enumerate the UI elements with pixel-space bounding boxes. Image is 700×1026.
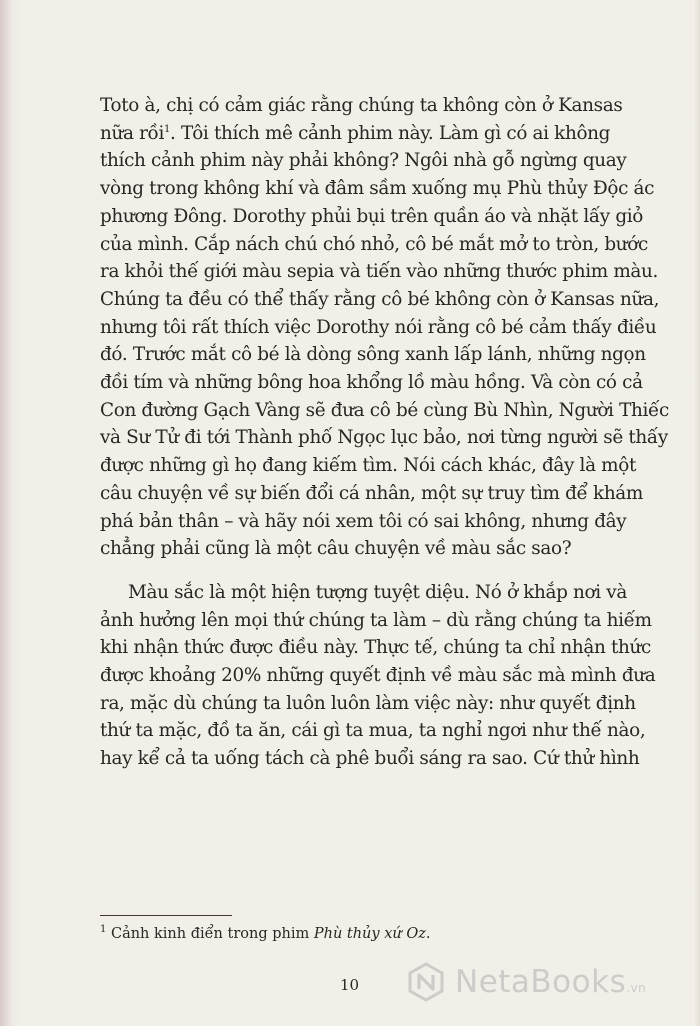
- text-line: Toto à, chị có cảm giác rằng chúng ta không còn ở Kansas: [100, 95, 623, 116]
- text-line: được những gì họ đang kiếm tìm. Nói cách khác, đây là một: [100, 455, 637, 477]
- footnote-text: Cảnh kinh điển trong phim: [106, 926, 314, 942]
- paragraph-2: [100, 579, 656, 773]
- text-line: Chúng ta đều có thể thấy rằng cô bé không còn ở Kansas nữa,: [100, 288, 660, 310]
- text-line: chẳng phải cũng là một câu chuyện về màu sắc sao?: [100, 538, 572, 560]
- text-line: Màu sắc là một hiện tượng tuyệt diệu. Nó ở khắp nơi và: [128, 581, 627, 603]
- footnote: [100, 926, 430, 942]
- watermark-name: NetaBooks: [455, 964, 627, 1000]
- watermark: [405, 961, 646, 1003]
- watermark-text: [455, 964, 646, 1000]
- text-line: câu chuyện về sự biến đổi cá nhân, một sự truy tìm để khám: [100, 482, 644, 504]
- paragraph-1: [100, 92, 669, 563]
- page-outer-edge: [694, 0, 700, 1026]
- text-line: đó. Trước mắt cô bé là dòng sông xanh lấp lánh, những ngọn: [100, 344, 646, 366]
- watermark-domain: .vn: [626, 981, 647, 995]
- text-line: vòng trong không khí và đâm sầm xuống mụ Phù thủy Độc ác: [100, 178, 655, 200]
- text-line: phương Đông. Dorothy phủi bụi trên quần áo và nhặt lấy giỏ: [100, 205, 644, 227]
- text-line: phá bản thân – và hãy nói xem tôi có sai không, nhưng đây: [100, 510, 627, 532]
- text-line: khi nhận thức được điều này. Thực tế, chúng ta chỉ nhận thức: [100, 637, 651, 659]
- text-line: nhưng tôi rất thích việc Dorothy nói rằng cô bé cảm thấy điều: [100, 316, 657, 338]
- footnote-end: .: [425, 926, 431, 942]
- paragraph-spacing: [100, 563, 600, 579]
- text-line: Con đường Gạch Vàng sẽ đưa cô bé cùng Bù Nhìn, Người Thiếc: [100, 399, 669, 421]
- text-line: và Sư Tử đi tới Thành phố Ngọc lục bảo, nơi từng người sẽ thấy: [100, 427, 668, 449]
- body-text: [100, 92, 669, 773]
- footnote-reference: 1: [163, 123, 170, 135]
- page-number: 10: [340, 976, 360, 994]
- text-line: thích cảnh phim này phải không? Ngôi nhà gỗ ngừng quay: [100, 150, 627, 172]
- footnote-film-title: Phù thủy xứ Oz: [313, 926, 426, 942]
- text-line: ra khỏi thế giới màu sepia và tiến vào những thước phim màu.: [100, 261, 659, 283]
- text-line: được khoảng 20% những quyết định về màu sắc mà mình đưa: [100, 665, 656, 687]
- footnote-divider: [100, 915, 232, 916]
- text-line: thứ ta mặc, đồ ta ăn, cái gì ta mua, ta nghỉ ngơi như thế nào,: [100, 720, 646, 742]
- netabooks-logo-icon: [405, 961, 447, 1003]
- text-line: của mình. Cắp nách chú chó nhỏ, cô bé mắt mở to tròn, bước: [100, 233, 648, 255]
- footnote-marker: 1: [100, 924, 107, 936]
- text-fragment: nữa rồi: [100, 122, 164, 144]
- page-binding-edge: [0, 0, 18, 1026]
- text-line: hay kể cả ta uống tách cà phê buổi sáng ra sao. Cứ thử hình: [100, 748, 640, 770]
- text-line: đồi tím và những bông hoa khổng lồ màu hồng. Và còn có cả: [100, 372, 643, 394]
- text-fragment: . Tôi thích mê cảnh phim này. Làm gì có ai không: [170, 122, 611, 144]
- text-line: ảnh hưởng lên mọi thứ chúng ta làm – dù rằng chúng ta hiếm: [100, 609, 652, 631]
- text-line: [100, 120, 611, 148]
- text-line: ra, mặc dù chúng ta luôn luôn làm việc này: như quyết định: [100, 692, 636, 714]
